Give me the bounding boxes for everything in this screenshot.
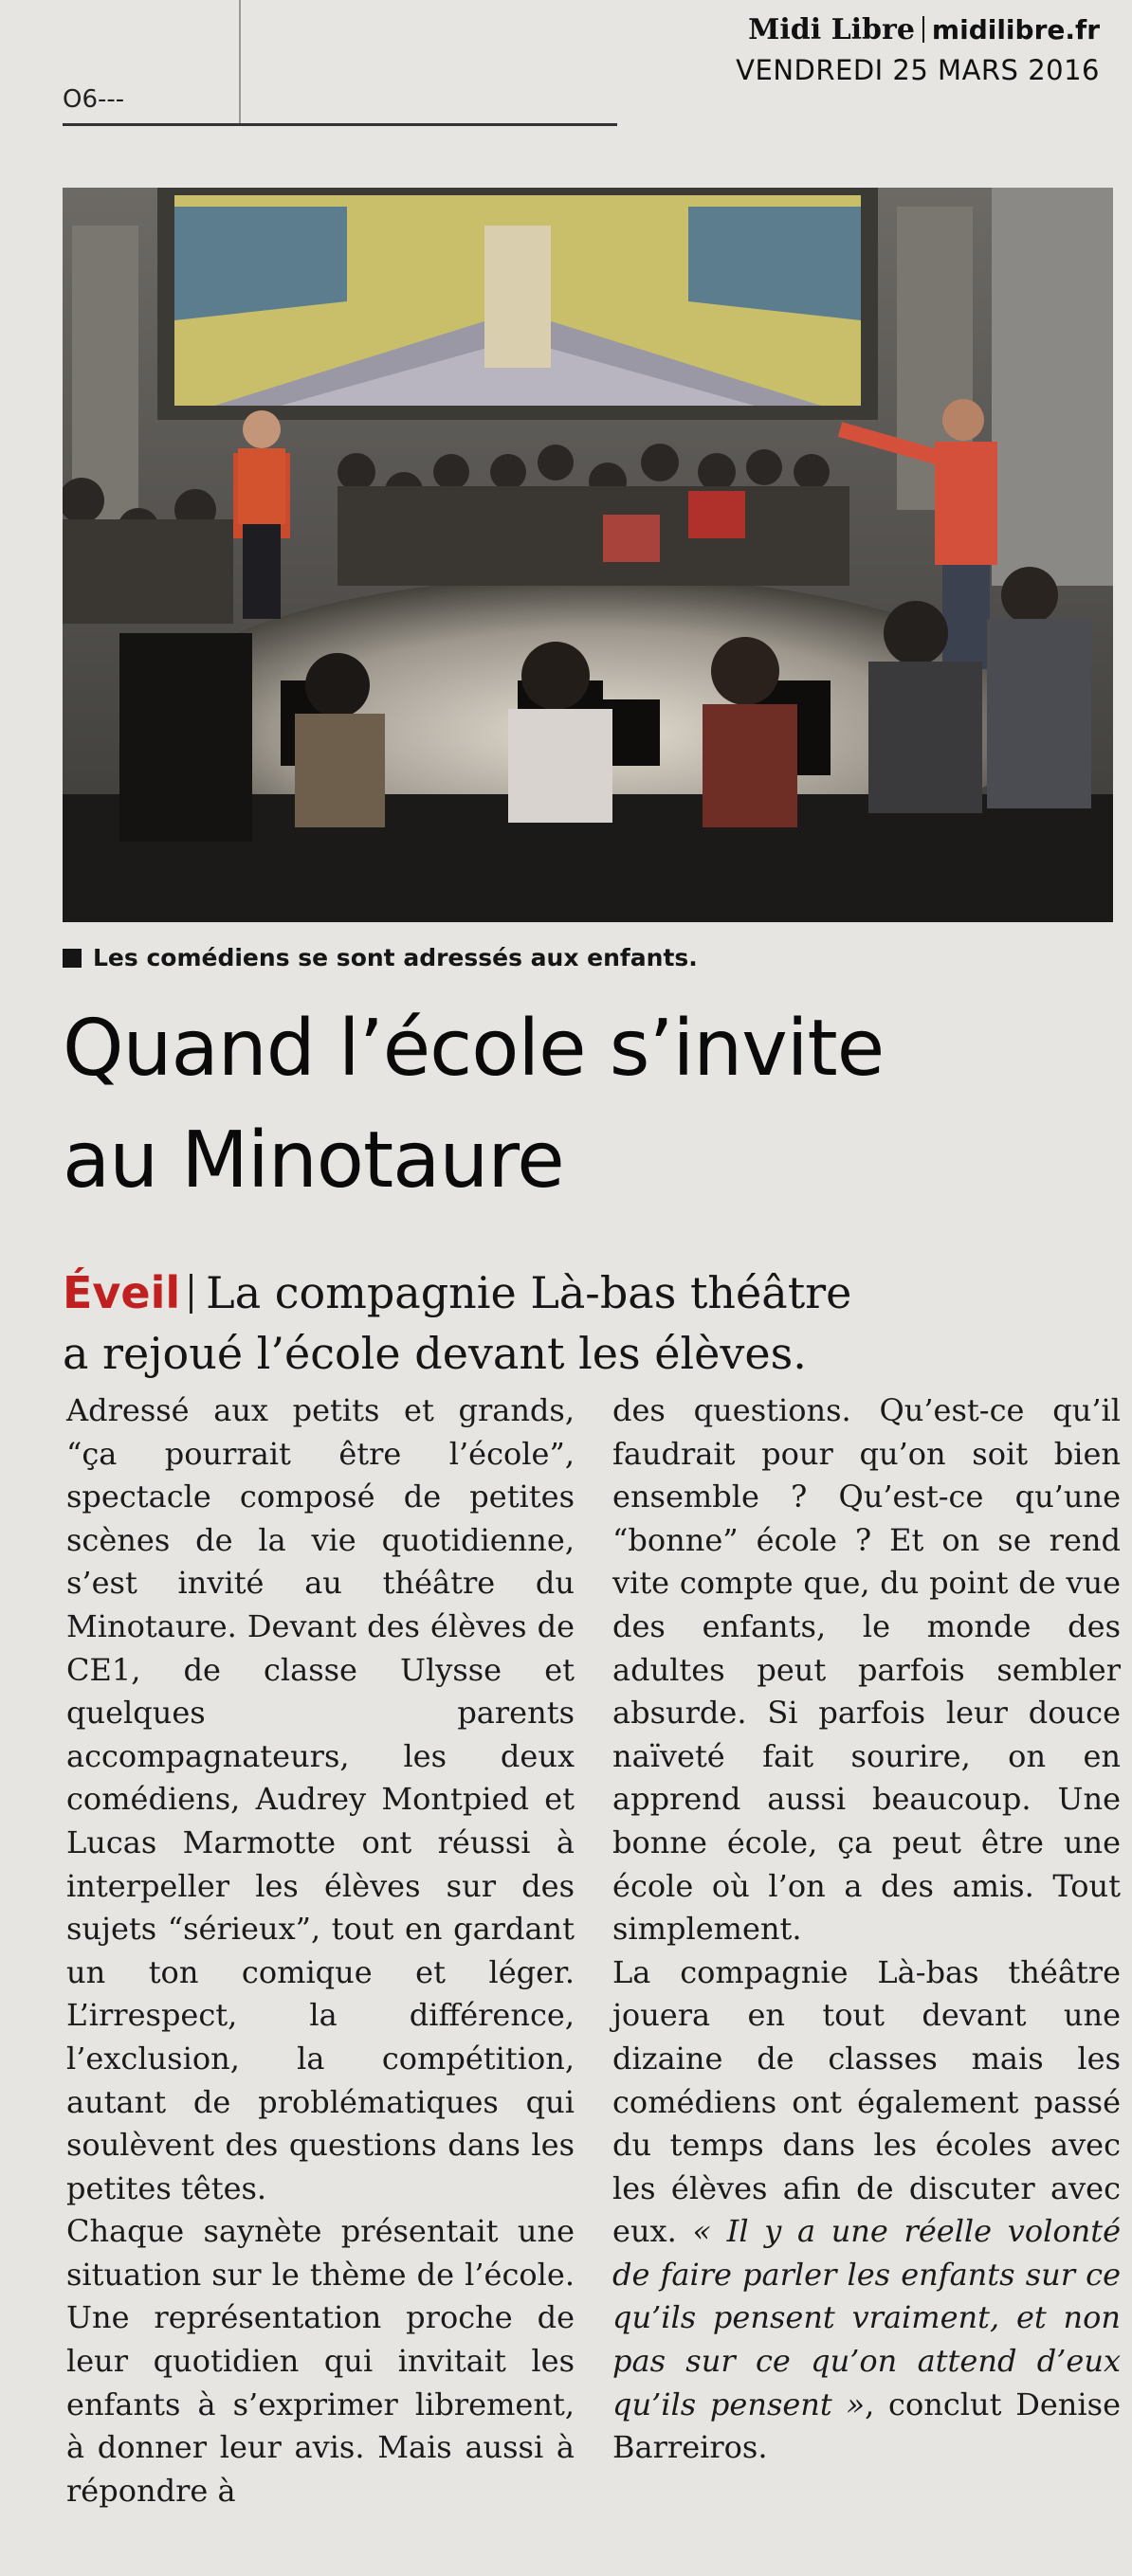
attribution: , conclut Denise Barreiros.	[612, 2386, 1122, 2466]
issue-date: VENDREDI 25 MARS 2016	[736, 54, 1100, 86]
headline	[63, 993, 1115, 1217]
masthead-separator	[922, 16, 924, 43]
body-paragraph-closing	[612, 1951, 1121, 2470]
article-photo	[63, 188, 1113, 922]
headline-line-1: Quand l’école s’invite	[63, 1004, 885, 1094]
body-paragraph: des questions. Qu’est-ce qu’il faudrait pour qu’on soit bien ensemble ? Qu’est-ce qu’une “bonne” école ? Et on se rend vite compte que, du point de vue des enfants, le monde des adultes peut parfois sembler absurde. Si parfois leur douce naïveté fait sourire, on en apprend aussi beaucoup. Une bonne école, ça peut être une école où l’on a des amis. Tout simplement.	[612, 1392, 1121, 1948]
body-text: La compagnie Là-bas théâtre jouera en tout devant une dizaine de classes mais les comédiens ont également passé du temps dans les écoles avec les élèves afin de discuter avec eux.	[612, 1953, 1121, 2250]
photo-caption	[63, 944, 698, 971]
article-column-right	[612, 1389, 1121, 2470]
page-number: O6---	[63, 85, 125, 114]
kicker-divider	[190, 1274, 192, 1314]
standfirst-line-2: a rejoué l’école devant les élèves.	[63, 1328, 807, 1379]
caption-bullet-icon	[63, 949, 82, 968]
body-paragraph: Chaque saynète présentait une situation sur le thème de l’école. Une représentation proche de leur quotidien qui invitait les enfants à s’exprimer librement, à donner leur avis. Mais aussi à répondre à	[66, 2213, 575, 2509]
header-rule	[63, 123, 617, 126]
standfirst-line-1	[63, 1262, 1115, 1323]
header-divider-vertical	[239, 0, 241, 123]
photo-caption-text: Les comédiens se sont adressés aux enfants.	[93, 944, 698, 971]
standfirst	[63, 1262, 1115, 1384]
masthead-title: Midi Libre	[748, 13, 915, 46]
masthead-block	[736, 13, 1100, 86]
headline-line-2: au Minotaure	[63, 1116, 564, 1206]
article-column-left	[66, 1389, 575, 2513]
masthead	[736, 13, 1100, 46]
pull-quote: « Il y a une réelle volonté de faire parler les enfants sur ce qu’ils pensent vraiment, et non pas sur ce qu’on attend d’eux qu’ils pensent »	[612, 2213, 1122, 2422]
body-paragraph: Adressé aux petits et grands, “ça pourrait être l’école”, spectacle composé de petites scènes de la vie quotidienne, s’est invité au théâtre du Minotaure. Devant des élèves de CE1, de classe Ulysse et quelques parents accompagnateurs, les deux comédiens, Audrey Montpied et Lucas Marmotte ont réussi à interpeller les élèves sur des sujets “sérieux”, tout en gardant un ton comique et léger. L’irrespect, la différence, l’exclusion, la compétition, autant de problématiques qui soulèvent des questions dans les petites têtes.	[66, 1392, 575, 2206]
theatre-scene-illustration	[63, 188, 1113, 922]
standfirst-text-1: La compagnie Là-bas théâtre	[206, 1267, 852, 1318]
section-kicker: Éveil	[63, 1267, 181, 1318]
masthead-site: midilibre.fr	[931, 14, 1100, 45]
